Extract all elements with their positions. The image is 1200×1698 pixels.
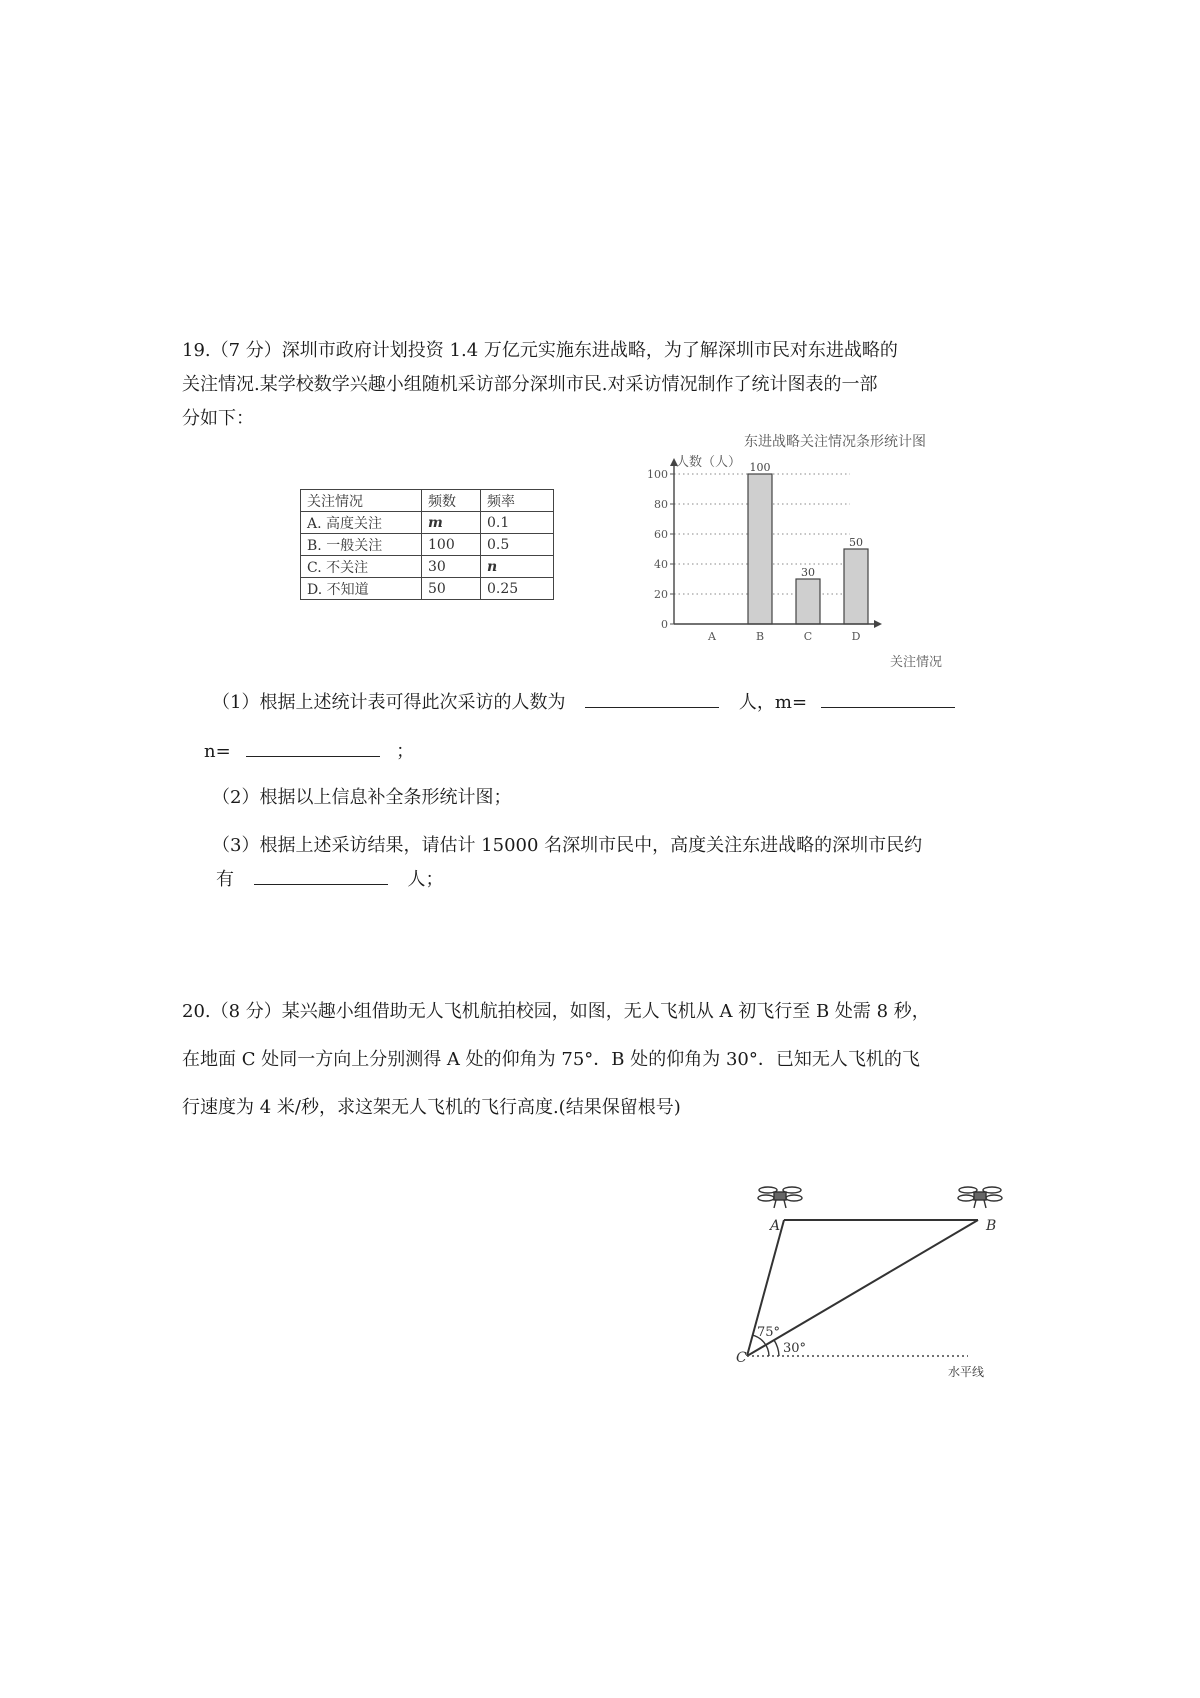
data-label-c: 30 bbox=[801, 566, 815, 579]
frequency-table bbox=[300, 489, 554, 600]
q19-intro-line-1: 19.（7 分）深圳市政府计划投资 1.4 万亿元实施东进战略，为了解深圳市民对东进战略的 bbox=[182, 340, 898, 361]
bar-b bbox=[748, 474, 772, 624]
x-axis-arrow bbox=[874, 620, 882, 628]
q19-sub2: （2）根据以上信息补全条形统计图； bbox=[212, 787, 512, 808]
table-cell: 0.1 bbox=[481, 512, 554, 534]
table-cell: 30 bbox=[422, 556, 481, 578]
answer-blank-m[interactable] bbox=[821, 687, 955, 708]
angle-arc-30 bbox=[774, 1340, 779, 1356]
table-cell: D. 不知道 bbox=[301, 578, 422, 600]
answer-blank-total[interactable] bbox=[585, 687, 719, 708]
q19-sub1-n-label: n= bbox=[204, 741, 231, 762]
drone-b-icon bbox=[958, 1187, 1002, 1208]
table-cell: 100 bbox=[422, 534, 481, 556]
segment-cb bbox=[747, 1220, 978, 1356]
y-tick-label: 100 bbox=[647, 468, 668, 481]
bar-chart bbox=[640, 428, 980, 678]
drone-a-icon bbox=[758, 1187, 802, 1208]
q19-intro-line-2: 关注情况.某学校数学兴趣小组随机采访部分深圳市民.对采访情况制作了统计图表的一部 bbox=[182, 374, 878, 395]
q19-sub1 bbox=[212, 686, 955, 720]
q19-sub3 bbox=[212, 829, 1072, 897]
chart-x-ticks bbox=[707, 630, 861, 643]
x-tick-label: C bbox=[803, 630, 813, 643]
drone-figure bbox=[736, 1178, 1020, 1398]
data-label-b: 100 bbox=[749, 461, 771, 474]
table-cell: A. 高度关注 bbox=[301, 512, 422, 534]
bar-d bbox=[844, 549, 868, 624]
angle-30-label: 30° bbox=[783, 1341, 807, 1356]
table-row bbox=[301, 556, 554, 578]
table-header-cell: 关注情况 bbox=[301, 490, 422, 512]
q20-line-3: 行速度为 4 米/秒，求这架无人飞机的飞行高度.(结果保留根号) bbox=[182, 1097, 681, 1118]
point-a-label: A bbox=[770, 1218, 781, 1234]
answer-blank-n[interactable] bbox=[246, 736, 380, 757]
y-tick-label: 80 bbox=[654, 498, 668, 511]
frequency-table-wrapper bbox=[300, 489, 554, 600]
table-cell: 0.25 bbox=[481, 578, 554, 600]
q20-text bbox=[182, 988, 1062, 1132]
horizontal-line-label: 水平线 bbox=[948, 1365, 985, 1379]
data-label-d: 50 bbox=[849, 536, 863, 549]
y-tick-label: 20 bbox=[654, 588, 668, 601]
q19-sub1-unit: 人，m= bbox=[738, 692, 808, 713]
point-b-label: B bbox=[986, 1218, 997, 1234]
table-cell: 0.5 bbox=[481, 534, 554, 556]
table-cell: m bbox=[422, 512, 481, 534]
table-header-row bbox=[301, 490, 554, 512]
chart-bars bbox=[748, 474, 868, 624]
q19-sub1-text: （1）根据上述统计表可得此次采访的人数为 bbox=[212, 692, 566, 713]
table-row bbox=[301, 578, 554, 600]
table-cell: B. 一般关注 bbox=[301, 534, 422, 556]
y-tick-label: 40 bbox=[654, 558, 668, 571]
q19-sub3-line-1: （3）根据上述采访结果，请估计 15000 名深圳市民中，高度关注东进战略的深圳市民约 bbox=[212, 835, 923, 856]
bar-c bbox=[796, 579, 820, 624]
q19-intro-line-3: 分如下： bbox=[182, 408, 254, 429]
q19-sub3-line-2 bbox=[212, 863, 1072, 897]
q20-line-2: 在地面 C 处同一方向上分别测得 A 处的仰角为 75°．B 处的仰角为 30°．已知无人飞机的飞 bbox=[182, 1049, 920, 1070]
q19-sub1-n bbox=[204, 735, 414, 769]
y-tick-label: 60 bbox=[654, 528, 668, 541]
chart-y-ticks bbox=[647, 468, 674, 631]
x-tick-label: D bbox=[851, 630, 861, 643]
table-cell: n bbox=[481, 556, 554, 578]
answer-blank-estimate[interactable] bbox=[254, 864, 388, 885]
q20-line-1: 20.（8 分）某兴趣小组借助无人飞机航拍校园，如图，无人飞机从 A 初飞行至 B 处需 8 秒， bbox=[182, 1001, 930, 1022]
chart-x-axis-label: 关注情况 bbox=[890, 655, 943, 670]
x-tick-label: B bbox=[755, 630, 765, 643]
chart-y-axis-label: 人数（人） bbox=[676, 455, 742, 470]
table-cell: 50 bbox=[422, 578, 481, 600]
table-cell: C. 不关注 bbox=[301, 556, 422, 578]
table-header-cell: 频数 bbox=[422, 490, 481, 512]
q19-sub3-unit: 人； bbox=[407, 869, 444, 890]
x-tick-label: A bbox=[708, 630, 716, 643]
point-c-label: C bbox=[736, 1350, 747, 1366]
q19-sub3-prefix: 有 bbox=[216, 869, 234, 890]
table-row bbox=[301, 512, 554, 534]
angle-75-label: 75° bbox=[757, 1325, 781, 1340]
q19-intro bbox=[182, 334, 1062, 436]
y-tick-label: 0 bbox=[661, 618, 668, 631]
chart-title: 东进战略关注情况条形统计图 bbox=[744, 434, 926, 450]
table-row bbox=[301, 534, 554, 556]
q19-sub1-end: ； bbox=[396, 741, 415, 762]
table-header-cell: 频率 bbox=[481, 490, 554, 512]
